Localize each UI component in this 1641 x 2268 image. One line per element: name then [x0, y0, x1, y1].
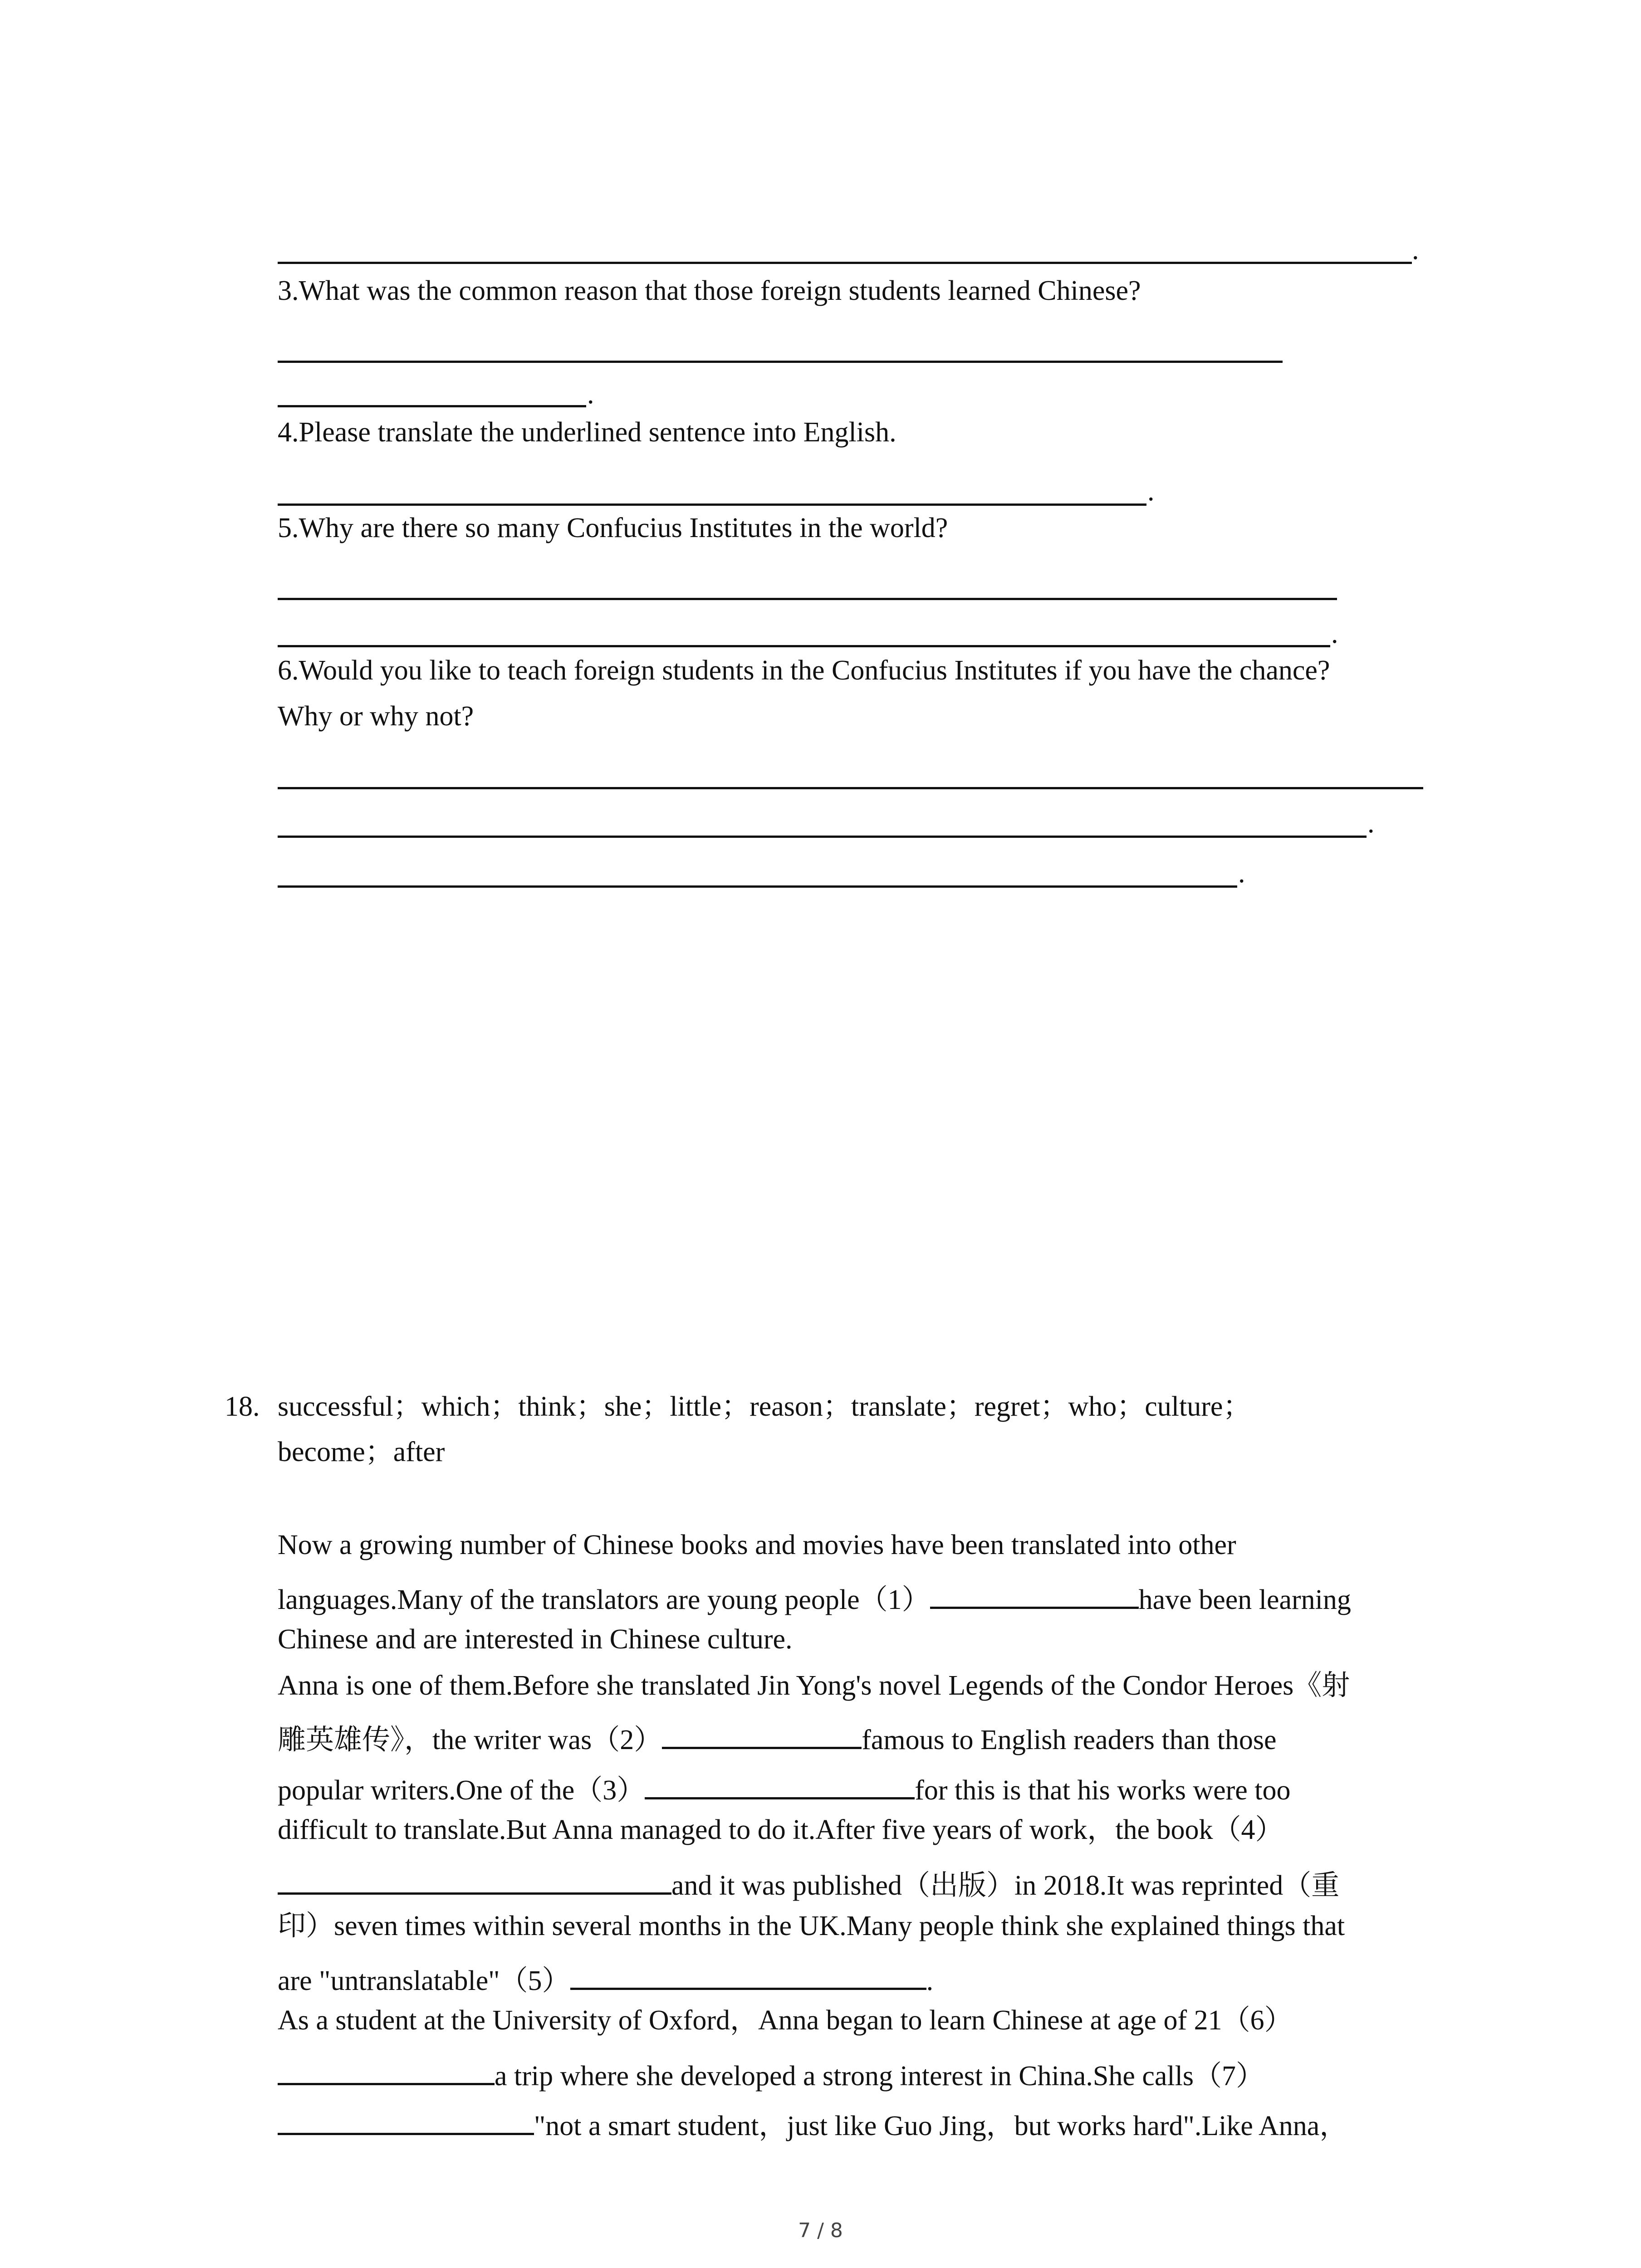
blank-7[interactable]: [278, 2106, 534, 2135]
passage-text: 雕英雄传》，the writer was（2）: [278, 1724, 662, 1755]
passage-line: Anna is one of them.Before she translated Jin Yong's novel Legends of the Condor Heroes《射: [278, 1670, 1350, 1701]
passage-text: for this is that his works were too: [915, 1774, 1291, 1806]
blank-4[interactable]: [278, 1866, 671, 1895]
answer-line: [278, 361, 1283, 363]
passage-text: and it was published（出版）in 2018.It was reprinted（重: [671, 1870, 1340, 1901]
period: .: [1412, 235, 1419, 265]
question-5: 5.Why are there so many Confucius Institutes in the world?: [278, 513, 948, 543]
question-number: 18.: [225, 1391, 260, 1422]
question-6: 6.Would you like to teach foreign students in the Confucius Institutes if you have the chance?: [278, 655, 1330, 686]
question-4: 4.Please translate the underlined sentence into English.: [278, 417, 896, 448]
answer-line: [278, 645, 1330, 647]
answer-line: [278, 885, 1237, 888]
passage-line: Now a growing number of Chinese books and movies have been translated into other: [278, 1530, 1236, 1560]
passage-text: languages.Many of the translators are young people（1）: [278, 1584, 930, 1615]
passage-text: popular writers.One of the（3）: [278, 1774, 645, 1806]
passage-line: As a student at the University of Oxford，Anna began to learn Chinese at age of 21（6）: [278, 2005, 1293, 2036]
passage-text: a trip where she developed a strong interest in China.She calls（7）: [495, 2060, 1264, 2092]
period: .: [1367, 808, 1375, 839]
answer-line: [278, 836, 1367, 838]
blank-6[interactable]: [278, 2056, 495, 2085]
period: .: [587, 379, 594, 410]
answer-line: [278, 787, 1423, 789]
answer-line: [278, 598, 1337, 600]
blank-2[interactable]: [662, 1720, 862, 1749]
page-number: 7 / 8: [798, 2219, 843, 2242]
passage-line: [278, 2106, 1347, 2140]
answer-line: [278, 262, 1412, 264]
passage-line: [278, 1961, 933, 1995]
passage-line: difficult to translate.But Anna managed to do it.After five years of work，the book（4）: [278, 1814, 1283, 1845]
answer-line: [278, 503, 1146, 506]
period: .: [1238, 858, 1245, 889]
passage-text: "not a smart student，just like Guo Jing，but works hard".Like Anna，: [534, 2110, 1348, 2141]
passage-line: [278, 1720, 1277, 1754]
word-bank: successful；which；think；she；little；reason；translate；regret；who；culture；: [278, 1391, 1251, 1422]
passage-line: [278, 1580, 1351, 1614]
passage-line: [278, 1770, 1291, 1804]
passage-text: famous to English readers than those: [862, 1724, 1277, 1755]
blank-3[interactable]: [645, 1770, 915, 1799]
question-3: 3.What was the common reason that those foreign students learned Chinese?: [278, 275, 1141, 306]
period: .: [1147, 476, 1155, 507]
answer-line: [278, 405, 586, 407]
passage-text: .: [926, 1965, 934, 1996]
passage-line: Chinese and are interested in Chinese culture.: [278, 1624, 793, 1655]
passage-text: are "untranslatable"（5）: [278, 1965, 570, 1996]
blank-1[interactable]: [930, 1580, 1139, 1609]
passage-line: [278, 1866, 1339, 1900]
passage-text: have been learning: [1138, 1584, 1351, 1615]
passage-line: 印）seven times within several months in the UK.Many people think she explained things that: [278, 1911, 1345, 1941]
passage-line: [278, 2056, 1264, 2090]
blank-5[interactable]: [570, 1961, 926, 1990]
question-6-continued: Why or why not?: [278, 701, 474, 732]
period: .: [1331, 618, 1338, 649]
word-bank-continued: become；after: [278, 1437, 445, 1467]
